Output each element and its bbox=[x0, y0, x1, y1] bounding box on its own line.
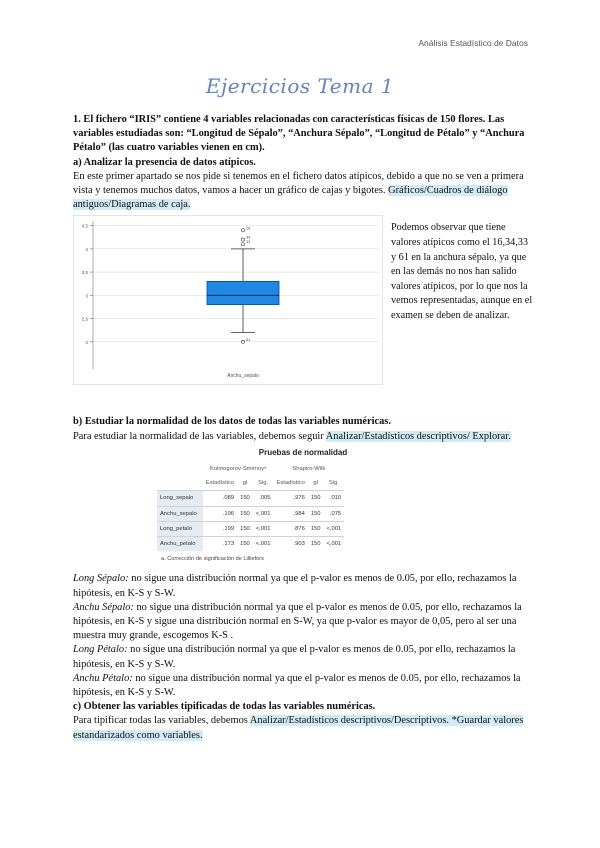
boxplot-figure bbox=[73, 215, 533, 385]
boxplot-chart bbox=[73, 215, 383, 385]
table-cell: 150 bbox=[308, 491, 324, 506]
y-tick-label: 2,5 bbox=[81, 316, 88, 322]
part-a-menu-path: Gráficos/Cuadros de diálogo antiguos/Diagramas de caja. bbox=[73, 185, 508, 211]
part-c-heading: c) Obtener las variables tipificadas de todas las variables numéricas. bbox=[73, 701, 376, 713]
column-header: Sig. bbox=[258, 480, 269, 487]
y-tick-label: 2 bbox=[85, 340, 88, 346]
table-cell: .010 bbox=[323, 491, 344, 506]
table-cell: 150 bbox=[237, 537, 253, 552]
variable-name: Anchu Sépalo: bbox=[73, 601, 134, 613]
table-cell: <,001 bbox=[253, 537, 274, 552]
table-cell: .199 bbox=[203, 521, 237, 536]
variable-name: Anchu Pétalo: bbox=[73, 672, 133, 684]
part-c-text: Para tipificar todas las variables, debemos bbox=[73, 715, 250, 727]
analysis-text: no sigue una distribución normal ya que el p-valor es menos de 0.05, por ello, rechazamos la hipótesis, en K-S y S-W. bbox=[73, 672, 521, 699]
table-group-header bbox=[157, 462, 344, 476]
outlier-label: 61 bbox=[246, 338, 251, 343]
row-label: Anchu_sepalo bbox=[157, 506, 203, 521]
page-title: Ejercicios Tema 1 bbox=[205, 74, 395, 98]
part-b-paragraph bbox=[73, 430, 533, 444]
analysis-text: no sigue una distribución normal ya que el p-valor es menos de 0.05, por ello, rechazamos la hipótesis, en K-S y S-W. bbox=[73, 573, 517, 599]
part-b-menu-path: Analizar/Estadísticos descriptivos/ Explorar. bbox=[325, 430, 511, 442]
running-header: Análisis Estadístico de Datos bbox=[418, 38, 528, 48]
table-cell: .903 bbox=[273, 537, 307, 552]
normality-table-title: Pruebas de normalidad bbox=[258, 447, 348, 457]
table-cell: <,001 bbox=[323, 537, 344, 552]
column-header: gl bbox=[313, 480, 318, 487]
table-cell: 150 bbox=[308, 537, 324, 552]
part-c-paragraph bbox=[73, 714, 533, 742]
normality-table-footnote: a. Corrección de significación de Lilliefors bbox=[161, 556, 264, 563]
analysis-long-sepalo bbox=[73, 572, 533, 600]
analysis-anchu-petalo bbox=[73, 672, 533, 700]
table-row bbox=[157, 537, 344, 552]
y-tick-label: 3 bbox=[85, 293, 88, 299]
part-b-heading: b) Estudiar la normalidad de los datos de todas las variables numéricas. bbox=[73, 416, 391, 428]
part-a-heading: a) Analizar la presencia de datos atípicos. bbox=[73, 156, 256, 168]
table-cell: .075 bbox=[323, 506, 344, 521]
part-c-menu-path: Analizar/Estadísticos descriptivos/Descriptivos. *Guardar valores estandarizados como variables. bbox=[73, 715, 524, 741]
table-cell: .173 bbox=[203, 537, 237, 552]
y-tick-label: 4 bbox=[85, 247, 88, 253]
table-cell: <,001 bbox=[323, 521, 344, 536]
table-cell: 150 bbox=[237, 521, 253, 536]
part-a-side-note: Podemos observar que tiene valores atípicos como el 16,34,33 y 61 en la anchura sépalo, ya que en las demás no nos han salido valores atípicos, por lo que nos la vemos representadas, aunque en el examen se deben de analizar. bbox=[391, 222, 533, 321]
table-cell: 150 bbox=[308, 506, 324, 521]
variable-name: Long Pétalo: bbox=[73, 644, 128, 656]
part-b-text: Para estudiar la normalidad de las variables, debemos seguir bbox=[73, 430, 326, 442]
group-header-ks: Kolmogorov-Smirnovᵃ bbox=[209, 466, 267, 473]
outlier-label: 33 bbox=[246, 240, 251, 245]
row-label: Anchu_petalo bbox=[157, 537, 203, 552]
table-cell: 150 bbox=[237, 491, 253, 506]
table-cell: .106 bbox=[203, 506, 237, 521]
table-cell: 150 bbox=[308, 521, 324, 536]
normality-table bbox=[157, 462, 344, 551]
table-cell: .876 bbox=[273, 521, 307, 536]
column-header: gl bbox=[242, 480, 248, 487]
column-header: Sig. bbox=[328, 480, 339, 487]
table-cell: .984 bbox=[273, 506, 307, 521]
analysis-text: no sigue una distribución normal ya que el p-valor es menos de 0.05, por ello, rechazamos la hipótesis, en K-S y sigue una distribución normal en S-W, ya que p-valor es mayor de 0,05, pero al ser una muestra muy grande, escogemos K-S . bbox=[73, 601, 522, 642]
x-axis-label: Anchu_sepalo bbox=[227, 373, 259, 380]
row-label: Long_petalo bbox=[157, 521, 203, 536]
table-row bbox=[157, 521, 344, 536]
group-header-sw: Shapiro-Wilk bbox=[292, 466, 326, 473]
outlier-label: 16 bbox=[246, 226, 251, 231]
question-1-statement: 1. El fichero “IRIS” contiene 4 variables relacionadas con características físicas de 150 flores. Las variables estudiadas son: “Longitud de Sépalo”, “Anchura Sépalo”, “Longitud de Pétalo” y “Anchura Pétalo” (las cuatro variables vienen en cm). bbox=[73, 114, 525, 154]
document-body bbox=[73, 113, 533, 743]
y-tick-label: 3,5 bbox=[81, 270, 88, 276]
analysis-text: no sigue una distribución normal ya que el p-valor es menos de 0.05, por ello, rechazamos la hipótesis, en K-S y S-W. bbox=[73, 644, 516, 670]
part-a-paragraph bbox=[73, 170, 533, 213]
table-cell: 150 bbox=[237, 506, 253, 521]
table-row bbox=[157, 491, 344, 506]
row-label: Long_sepalo bbox=[157, 491, 203, 506]
analysis-anchu-sepalo bbox=[73, 601, 533, 644]
table-cell: <,001 bbox=[253, 521, 274, 536]
column-header: Estadístico bbox=[205, 480, 235, 487]
table-cell: .089 bbox=[203, 491, 237, 506]
table-cell: .976 bbox=[273, 491, 307, 506]
column-header: Estadístico bbox=[276, 480, 305, 487]
y-tick-label: 4,5 bbox=[81, 224, 88, 230]
analysis-long-petalo bbox=[73, 643, 533, 671]
table-column-header bbox=[157, 476, 344, 491]
outlier-label: 34 bbox=[246, 236, 251, 241]
table-row bbox=[157, 506, 344, 521]
normality-table-block bbox=[73, 446, 533, 567]
variable-name: Long Sépalo: bbox=[73, 573, 129, 585]
table-cell: <,001 bbox=[253, 506, 274, 521]
iqr-box bbox=[207, 282, 279, 305]
table-cell: .005 bbox=[253, 491, 274, 506]
part-a-text: En este primer apartado se nos pide si tenemos en el fichero datos atípicos, debido a que no se ven a primera vista y tenemos muchos datos, vamos a hacer un gráfico de cajas y bigotes. bbox=[73, 170, 524, 197]
